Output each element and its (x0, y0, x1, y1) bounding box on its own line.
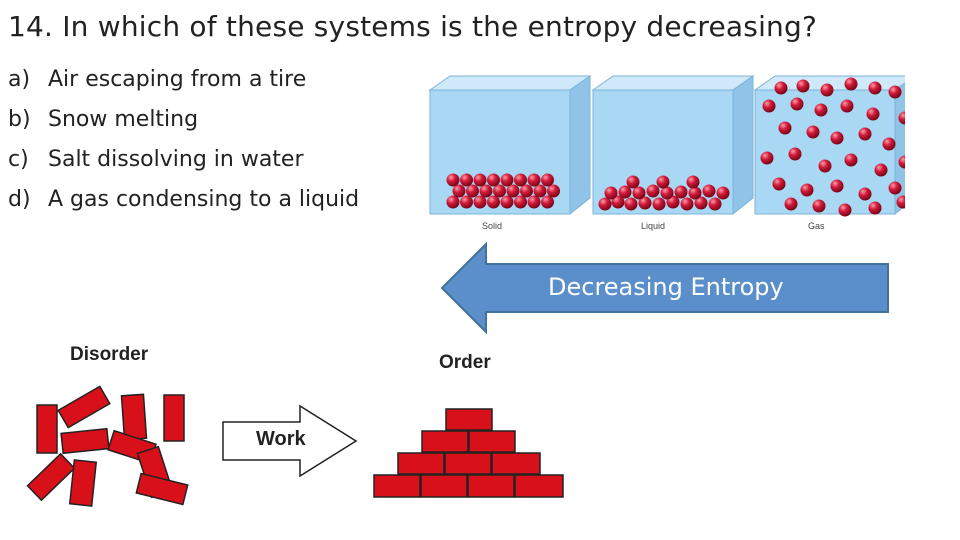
brick (515, 475, 563, 497)
particle (831, 132, 844, 145)
solid-particles (447, 174, 561, 209)
particle (547, 185, 560, 198)
particle (528, 196, 541, 209)
particle (807, 126, 820, 139)
particle (819, 160, 832, 173)
particle (869, 202, 882, 215)
particle (797, 80, 810, 93)
particle (889, 86, 902, 99)
choice-b (8, 104, 359, 144)
particle (815, 104, 828, 117)
particle (625, 198, 638, 211)
solid-container (430, 76, 590, 214)
liquid-label: Liquid (641, 221, 666, 231)
particle (514, 174, 527, 187)
particle (541, 174, 554, 187)
brick (468, 475, 514, 497)
brick (28, 454, 75, 500)
choice-letter: d) (8, 187, 31, 212)
particle (889, 182, 902, 195)
particle (460, 196, 473, 209)
particle (801, 184, 814, 197)
answer-choices (8, 64, 359, 224)
brick-pyramid (372, 408, 568, 500)
particle (883, 138, 896, 151)
brick (136, 473, 187, 504)
particle (487, 174, 500, 187)
brick (58, 386, 110, 427)
disorder-heading: Disorder (70, 344, 149, 365)
choice-d (8, 184, 359, 224)
particle (841, 100, 854, 113)
particle (507, 185, 520, 198)
work-label: Work (256, 428, 306, 450)
gas-container (755, 76, 905, 217)
brick (121, 394, 146, 439)
particle (605, 187, 618, 200)
particle (821, 84, 834, 97)
choice-text: A gas condensing to a liquid (48, 187, 360, 212)
brick (446, 409, 492, 430)
particle (773, 178, 786, 191)
particle (813, 200, 826, 213)
particle (657, 176, 670, 189)
particle (474, 196, 487, 209)
brick (422, 431, 468, 452)
liquid-container (593, 76, 753, 214)
particle (474, 174, 487, 187)
arrow-label: Decreasing Entropy (548, 273, 784, 301)
particle (859, 188, 872, 201)
particle (480, 185, 493, 198)
particle (689, 187, 702, 200)
particle (763, 100, 776, 113)
brick (492, 453, 540, 474)
brick (398, 453, 444, 474)
choice-letter: c) (8, 147, 29, 172)
particle (775, 82, 788, 95)
particle (703, 185, 716, 198)
particle (514, 196, 527, 209)
choice-letter: b) (8, 107, 31, 132)
choice-text: Air escaping from a tire (48, 67, 307, 92)
particle (627, 176, 640, 189)
particle (599, 198, 612, 211)
solid-label: Solid (482, 221, 503, 231)
choice-letter: a) (8, 67, 31, 92)
particle (875, 164, 888, 177)
particle (675, 186, 688, 199)
order-heading: Order (439, 352, 491, 373)
choice-text: Snow melting (48, 107, 199, 132)
particle (487, 196, 500, 209)
particle (501, 196, 514, 209)
particle (681, 198, 694, 211)
brick (37, 405, 57, 453)
states-of-matter-illustration (425, 74, 905, 234)
particle (709, 198, 722, 211)
particle (869, 82, 882, 95)
brick (61, 429, 109, 454)
particle (789, 148, 802, 161)
particle (867, 108, 880, 121)
particle (845, 154, 858, 167)
question-title: 14. In which of these systems is the entropy decreasing? (8, 10, 818, 43)
scattered-bricks (20, 385, 210, 515)
particle (528, 174, 541, 187)
particle (520, 185, 533, 198)
choice-text: Salt dissolving in water (48, 147, 304, 172)
brick (70, 460, 96, 506)
particle (761, 152, 774, 165)
brick (374, 475, 420, 497)
particle (493, 185, 506, 198)
gas-label: Gas (808, 221, 825, 231)
particle (453, 185, 466, 198)
particle (541, 196, 554, 209)
particle (447, 196, 460, 209)
particle (845, 78, 858, 91)
brick (164, 395, 184, 441)
particle (779, 122, 792, 135)
brick (421, 475, 467, 497)
choice-a (8, 64, 359, 104)
particle (466, 185, 479, 198)
particle (859, 128, 872, 141)
particle (501, 174, 514, 187)
particle (785, 198, 798, 211)
choice-c (8, 144, 359, 184)
particle (839, 204, 852, 217)
particle (717, 187, 730, 200)
particle (687, 176, 700, 189)
particle (447, 174, 460, 187)
particle (831, 180, 844, 193)
particle (791, 98, 804, 111)
particle (653, 198, 666, 211)
brick (445, 453, 491, 474)
particle (647, 185, 660, 198)
brick (469, 431, 515, 452)
particle (534, 185, 547, 198)
particle (633, 187, 646, 200)
particle (460, 174, 473, 187)
